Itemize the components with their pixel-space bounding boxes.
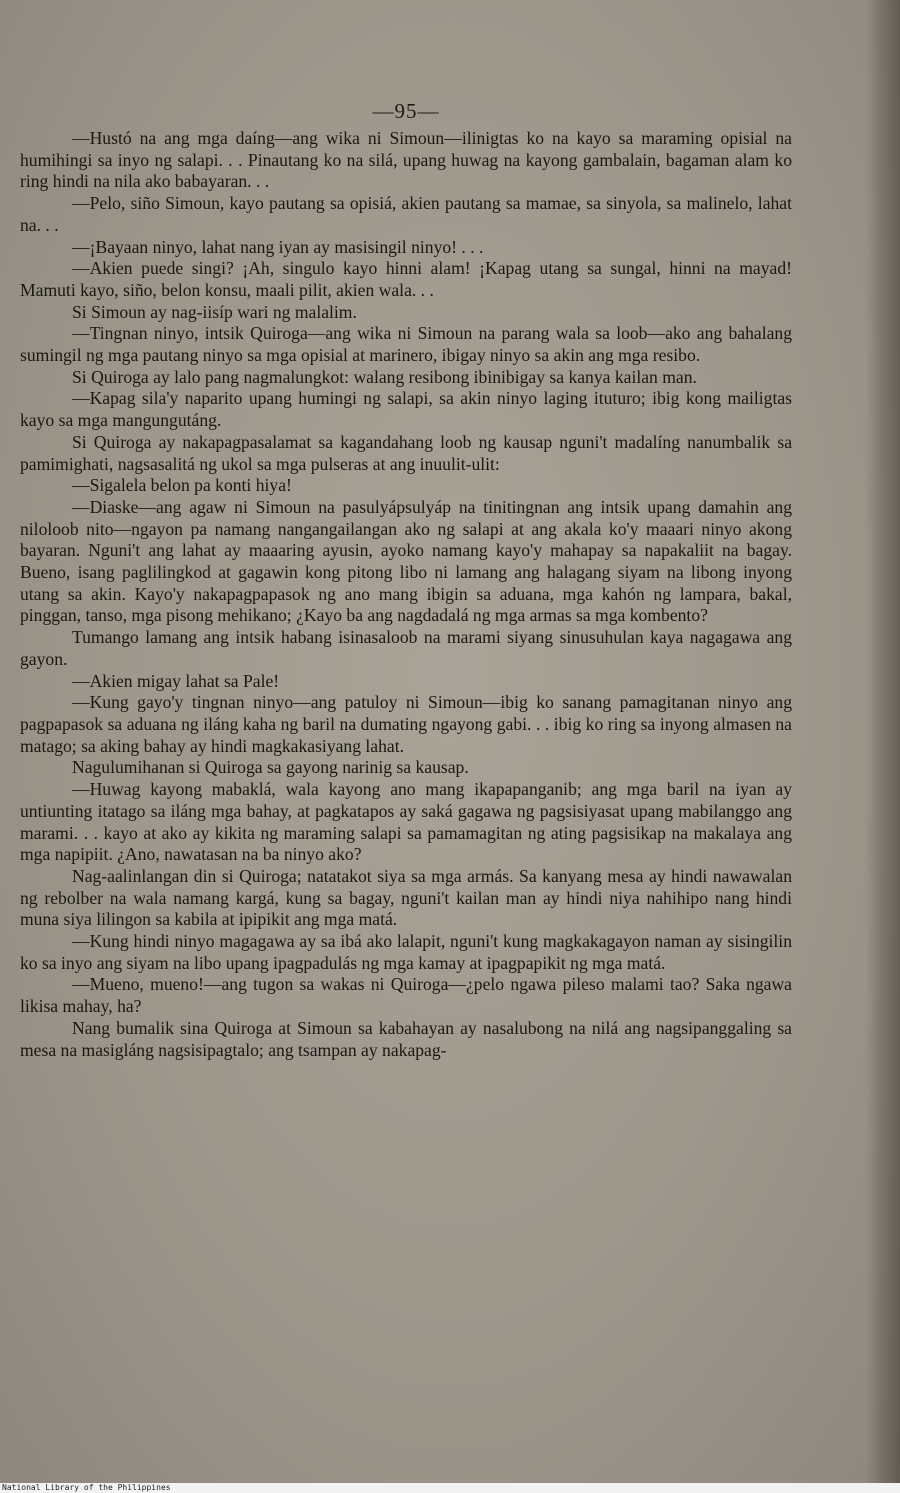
paragraph: —Akien migay lahat sa Pale! xyxy=(72,670,280,691)
paragraph: —Mueno, mueno!—ang tugon sa wakas ni Quiroga—¿pelo ngawa pileso malami tao? Saka ngawa likisa mahay, ha? xyxy=(20,974,792,1017)
page-number: —95— xyxy=(372,99,440,123)
paragraph: Tumango lamang ang intsik habang isinasaloob na marami siyang sinusuhulan kaya nagagawa ang gayon. xyxy=(20,627,792,669)
paragraph: —Kapag sila'y naparito upang humingi ng salapi, sa akin ninyo laging ituturo; ibig kong mailigtas kayo sa mga mangungutáng. xyxy=(20,388,792,431)
paragraph: —Hustó na ang mga daíng—ang wika ni Simoun—ilinigtas ko na kayo sa maraming opisial na humihingi sa inyo ng salapi. . . Pinautang ko na silá, upang huwag na kayong gambalain, bagaman alam ko ring hindi na nila ako babayaran. . . xyxy=(20,128,792,192)
footer-credit: National Library of the Philippines xyxy=(2,1483,171,1492)
paragraph: —Diaske—ang agaw ni Simoun na pasulyápsulyáp na tinitingnan ang intsik upang damahin ang niloloob nito—ngayon pa namang nangangailangan ako ng salapi at ang akala ko'y maaari ninyo akong bayaran. Nguni't ang lahat ay maaaring ayusin, ayoko namang kayo'y mahapay sa napakaliit na bagay. Bueno, isang paglilingkod at gagawin kong pitong libo ni lamang ang halagang siyam na libong inyong utang sa akin. Kayo'y nakapagpapasok ng ano mang ibigin sa aduana, mga kahón ng lampara, bakal, pinggan, tanso, mga pisong mehikano; ¿Kayo ba ang nagdadalá ng mga armas sa mga kombento? xyxy=(20,496,792,626)
paragraph: —Kung hindi ninyo magagawa ay sa ibá ako lalapit, nguni't kung magkakagayon naman ay sisingilin ko sa inyo ang siyam na libo upang ipagpadulás ng mga kamay at ipagpapikit ng mga matá. xyxy=(20,931,792,973)
paragraph: —Sigalela belon pa konti hiya! xyxy=(72,475,292,496)
paragraph: —Huwag kayong mabaklá, wala kayong ano mang ikapapanganib; ang mga baril na iyan ay untiunting itatago sa iláng mga bahay, at pagkatapos ay saká gagawa ng pagsisiyasat upang mabilanggo ang marami. . . kayo at ako ay kikita ng maraming salapi sa pamamagitan ng ating pagsisikap na makalaya ang mga napipiit. ¿Ano, nawatasan na ba ninyo ako? xyxy=(20,779,792,865)
paragraph: —Akien puede singi? ¡Ah, singulo kayo hinni alam! ¡Kapag utang sa sungal, hinni na mayad! Mamuti kayo, siño, belon konsu, maali pilit, akien wala. . . xyxy=(20,258,792,300)
paragraph: Si Quiroga ay nakapagpasalamat sa kagandahang loob ng kausap nguni't madalíng nanumbalik sa pamimighati, nagsasalitá ng ukol sa mga pulseras at ang inuulit-ulit: xyxy=(20,431,792,474)
paragraph: Si Simoun ay nag-iisíp wari ng malalim. xyxy=(72,301,357,322)
page-body-text xyxy=(20,128,792,1061)
paragraph: Si Quiroga ay lalo pang nagmalungkot: walang resibong ibinibigay sa kanya kailan man. xyxy=(72,366,697,387)
paragraph: —Kung gayo'y tingnan ninyo—ang patuloy ni Simoun—ibig ko sanang pamagitanan ninyo ang pagpapasok sa aduana ng iláng kaha ng baril na dumating ngayong gabi. . . ibig ko ring sa inyong almasen na matago; sa aking bahay ay hindi magkakasiyang lahat. xyxy=(20,692,792,756)
paragraph: —Pelo, siño Simoun, kayo pautang sa opisiá, akien pautang sa mamae, sa sinyola, sa malinelo, lahat na. . . xyxy=(20,193,792,235)
page-edge-shadow xyxy=(866,0,900,1493)
paragraph: Nang bumalik sina Quiroga at Simoun sa kabahayan ay nasalubong na nilá ang nagsipanggaling sa mesa na masigláng nagsisipagtalo; ang tsampan ay nakapag- xyxy=(20,1017,792,1060)
scan-footer-strip xyxy=(0,1483,900,1493)
paragraph: —Tingnan ninyo, intsik Quiroga—ang wika ni Simoun na parang wala sa loob—ako ang bahalang sumingil ng mga pautang ninyo sa mga opisial at marinero, ibigay ninyo sa akin ang mga resibo. xyxy=(20,323,792,366)
paragraph: Nagulumihanan si Quiroga sa gayong narinig sa kausap. xyxy=(72,757,469,778)
paragraph: Nag-aalinlangan din si Quiroga; natatakot siya sa mga armás. Sa kanyang mesa ay hindi nawawalan ng rebolber na wala namang kargá, kung sa bagay, nguni't kailan man ay hindi niya nahihipo nang hindi muna siya lilingon sa kabila at ipipikit ang mga matá. xyxy=(20,865,792,930)
paragraph: —¡Bayaan ninyo, lahat nang iyan ay masisingil ninyo! . . . xyxy=(72,236,484,257)
